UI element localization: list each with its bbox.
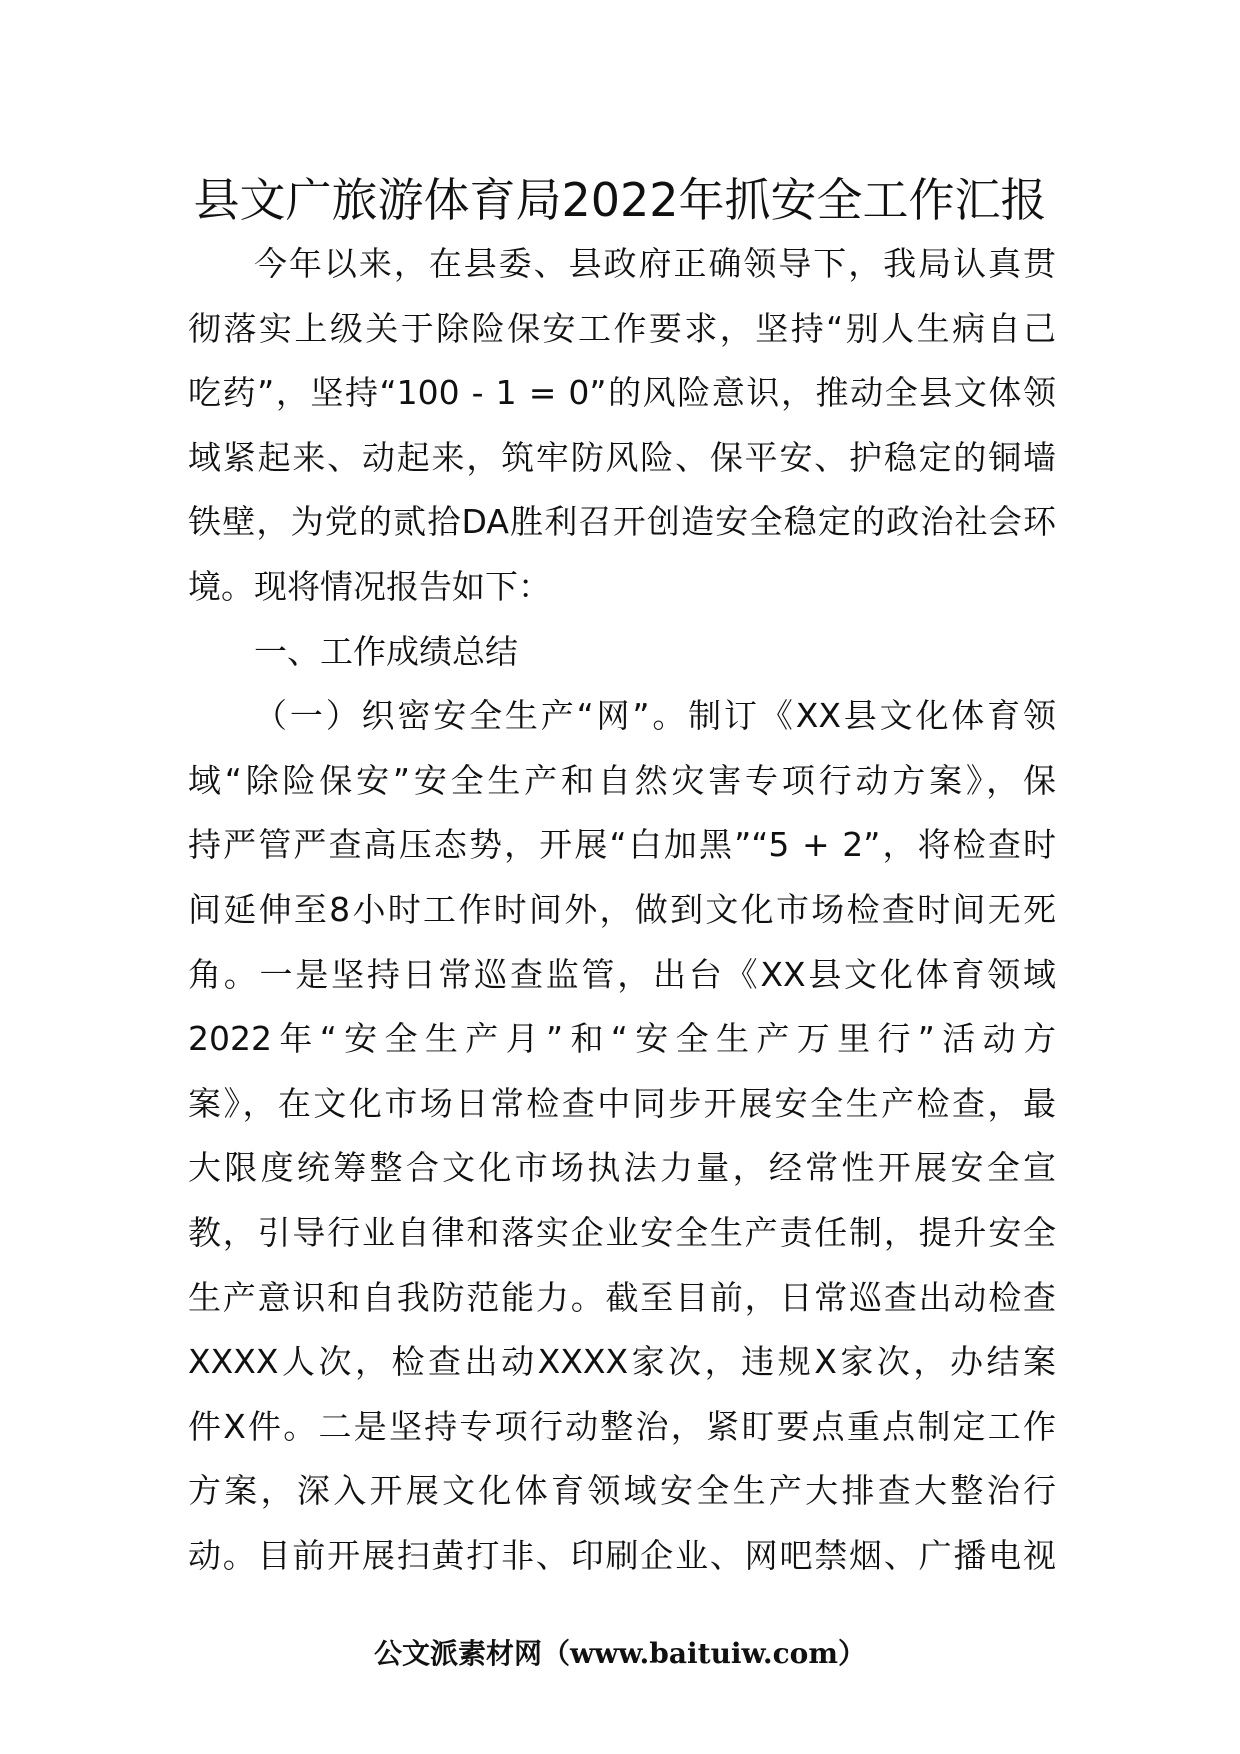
paragraph-line: 教，引导行业自律和落实企业安全生产责任制，提升安全: [188, 1212, 1056, 1252]
paragraph-line: 持严管严查高压态势，开展“白加黑”“5 + 2”，将检查时: [188, 825, 1056, 865]
paragraph-line: 境。现将情况报告如下：: [188, 566, 551, 606]
paragraph-line: 间延伸至8小时工作时间外，做到文化市场检查时间无死: [188, 889, 1056, 929]
paragraph-line: 案》，在文化市场日常检查中同步开展安全生产检查，最: [188, 1083, 1056, 1123]
paragraph-line: 大限度统筹整合文化市场执法力量，经常性开展安全宣: [188, 1148, 1056, 1188]
paragraph-line: 件X件。二是坚持专项行动整治，紧盯要点重点制定工作: [188, 1406, 1056, 1446]
paragraph-line: （一）织密安全生产“网”。制订《XX县文化体育领: [254, 696, 1056, 736]
paragraph-line: 今年以来，在县委、县政府正确领导下，我局认真贯: [254, 244, 1056, 283]
paragraph-line: 一、工作成绩总结: [254, 631, 518, 671]
document-body: [188, 232, 1056, 1588]
paragraph-line: 生产意识和自我防范能力。截至目前，日常巡查出动检查: [188, 1277, 1056, 1317]
paragraph-line: 角。一是坚持日常巡查监管，出台《XX县文化体育领域: [188, 954, 1056, 994]
paragraph-line: 彻落实上级关于除险保安工作要求，坚持“别人生病自己: [188, 308, 1056, 348]
paragraph-line: 2022年“安全生产月”和“安全生产万里行”活动方: [188, 1019, 1056, 1059]
paragraph-line: 域“除险保安”安全生产和自然灾害专项行动方案》，保: [188, 760, 1056, 800]
paragraph-line: 域紧起来、动起来，筑牢防风险、保平安、护稳定的铜墙: [188, 437, 1056, 477]
paragraph-line: XXXX人次，检查出动XXXX家次，违规X家次，办结案: [188, 1342, 1056, 1382]
paragraph-line: 铁壁，为党的贰拾DA胜利召开创造安全稳定的政治社会环: [188, 502, 1056, 542]
document-title: 县文广旅游体育局2022年抓安全工作汇报: [193, 173, 1047, 227]
paragraph-line: 吃药”，坚持“100 - 1 = 0”的风险意识，推动全县文体领: [188, 373, 1056, 413]
footer-watermark: 公文派素材网（www.baituiw.com）: [374, 1637, 866, 1670]
paragraph-line: 方案，深入开展文化体育领域安全生产大排查大整治行: [188, 1471, 1056, 1511]
paragraph-line: 动。目前开展扫黄打非、印刷企业、网吧禁烟、广播电视: [188, 1535, 1056, 1575]
